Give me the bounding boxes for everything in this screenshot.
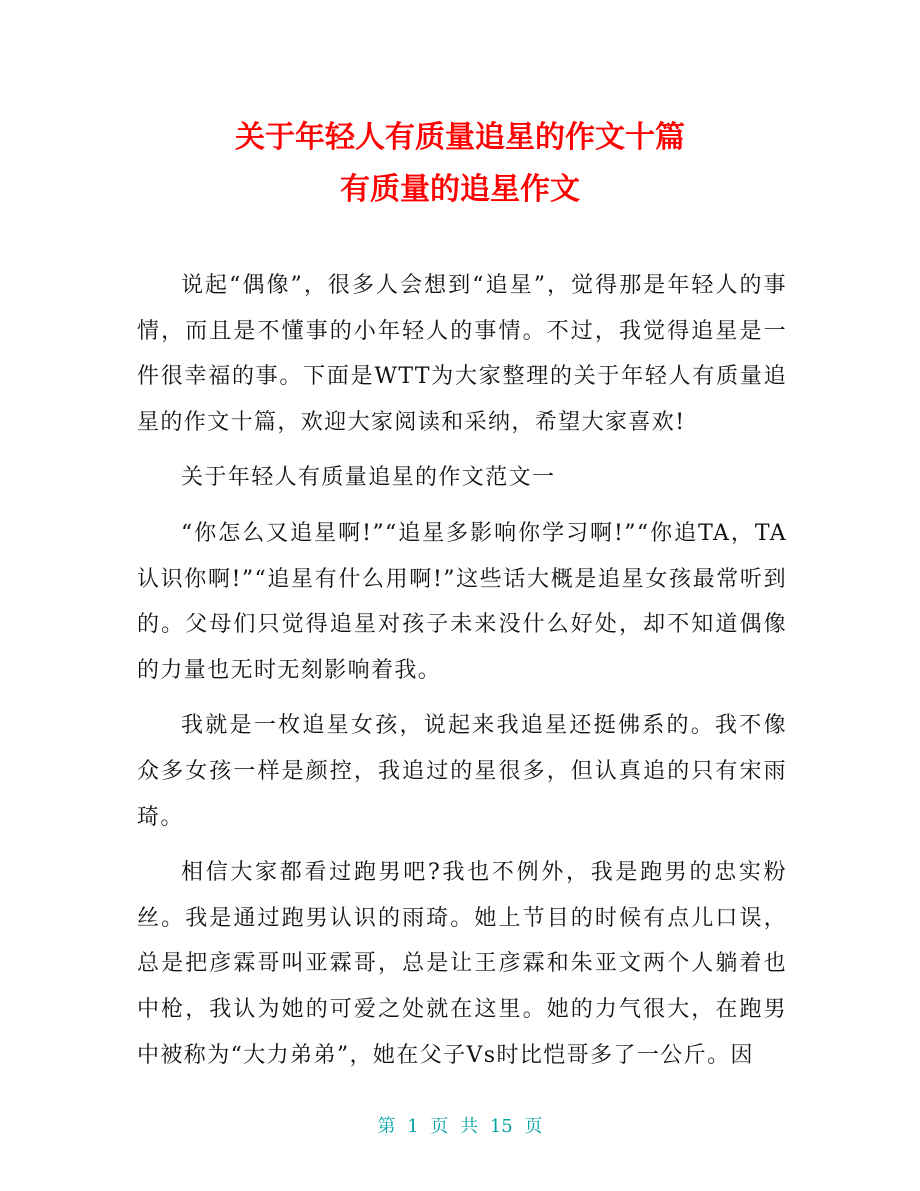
paragraph-intro: 说起“偶像”，很多人会想到“追星”，觉得那是年轻人的事情，而且是不懂事的小年轻人的事情。不过，我觉得追星是一件很幸福的事。下面是WTT为大家整理的关于年轻人有质量追星的作文十篇，欢迎大家阅读和采纳，希望大家喜欢! bbox=[137, 273, 787, 435]
title-line-2: 有质量的追星作文 bbox=[340, 172, 580, 207]
paragraph: 我就是一枚追星女孩，说起来我追星还挺佛系的。我不像众多女孩一样是颜控，我追过的星很多，但认真追的只有宋雨琦。 bbox=[137, 713, 787, 830]
document-body bbox=[137, 263, 787, 1088]
title-line-1: 关于年轻人有质量追星的作文十篇 bbox=[235, 120, 685, 155]
paragraph: “你怎么又追星啊!”“追星多影响你学习啊!”“你追TA，TA认识你啊!”“追星有什么用啊!”这些话大概是追星女孩最常听到的。父母们只觉得追星对孩子未来没什么好处，却不知道偶像的力量也无时无刻影响着我。 bbox=[137, 520, 787, 683]
page-footer: 第 1 页 共 15 页 bbox=[377, 1116, 543, 1137]
document-title bbox=[0, 112, 920, 216]
paragraph-heading: 关于年轻人有质量追星的作文范文一 bbox=[181, 465, 556, 491]
paragraph: 相信大家都看过跑男吧?我也不例外，我是跑男的忠实粉丝。我是通过跑男认识的雨琦。她上节目的时候有点儿口误，总是把彦霖哥叫亚霖哥，总是让王彦霖和朱亚文两个人躺着也中枪，我认为她的可爱之处就在这里。她的力气很大，在跑男中被称为“大力弟弟”，她在父子Vs时比恺哥多了一公斤。因 bbox=[137, 860, 787, 1068]
